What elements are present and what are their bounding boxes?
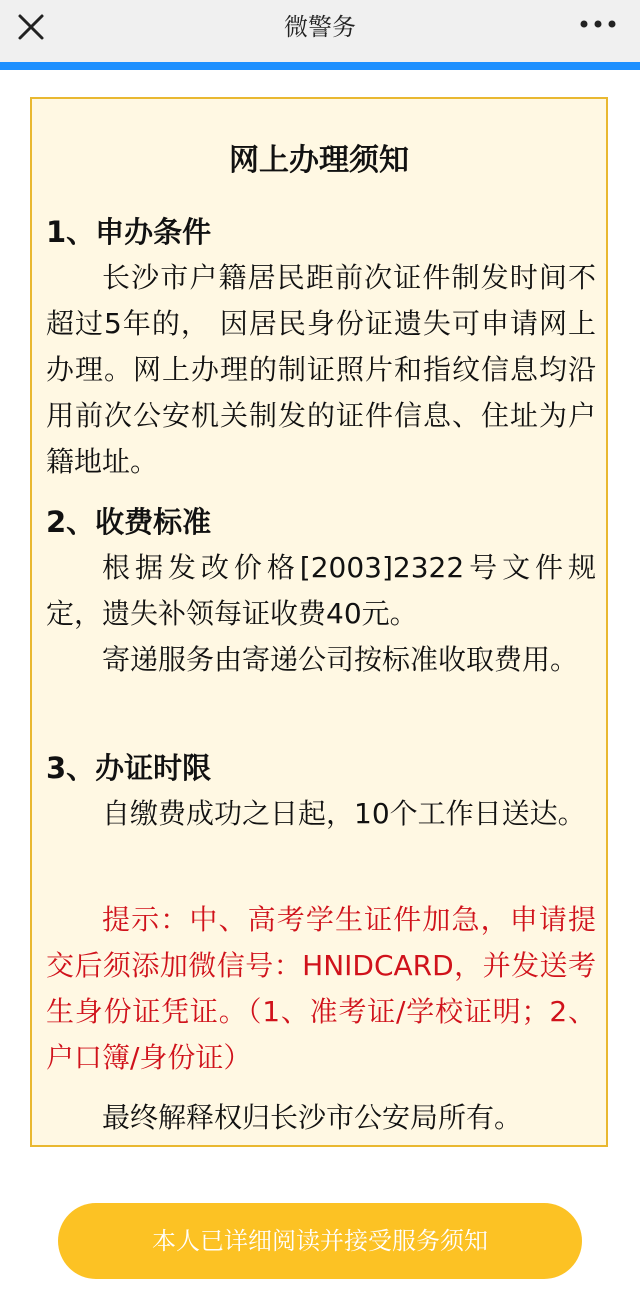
notice-title: 网上办理须知 [229,143,409,178]
more-options-icon[interactable] [578,12,618,42]
header-accent-line [0,62,640,70]
notice-card [30,97,608,1147]
page-title: 微警务 [284,13,356,41]
section-heading-fees: 2、收费标准 [46,505,212,539]
section-heading-conditions: 1、申办条件 [46,215,212,249]
section-heading-time-limit: 3、办证时限 [46,751,212,785]
notice-footer: 最终解释权归长沙市公安局所有。 [102,1101,523,1134]
top-bar [0,0,640,62]
section-text-delivery-fees: 寄递服务由寄递公司按标准收取费用。 [102,643,579,676]
section-text-time-limit: 自缴费成功之日起，10个工作日送达。 [102,797,586,830]
exam-student-tip: 提示：中、高考学生证件加急，申请提交后须添加微信号：HNIDCARD，并发送考生身份证凭证。（1、准考证/学校证明；2、户口簿/身份证） [46,903,596,1074]
section-text-conditions: 长沙市户籍居民距前次证件制发时间不超过5年的， 因居民身份证遗失可申请网上办理。网上办理的制证照片和指纹信息均沿用前次公安机关制发的证件信息、住址为户籍地址。 [46,261,596,478]
agree-button[interactable]: 本人已详细阅读并接受服务须知 [58,1203,582,1279]
section-text-fees: 根据发改价格[2003]2322号文件规定，遗失补领每证收费40元。 [46,551,596,630]
